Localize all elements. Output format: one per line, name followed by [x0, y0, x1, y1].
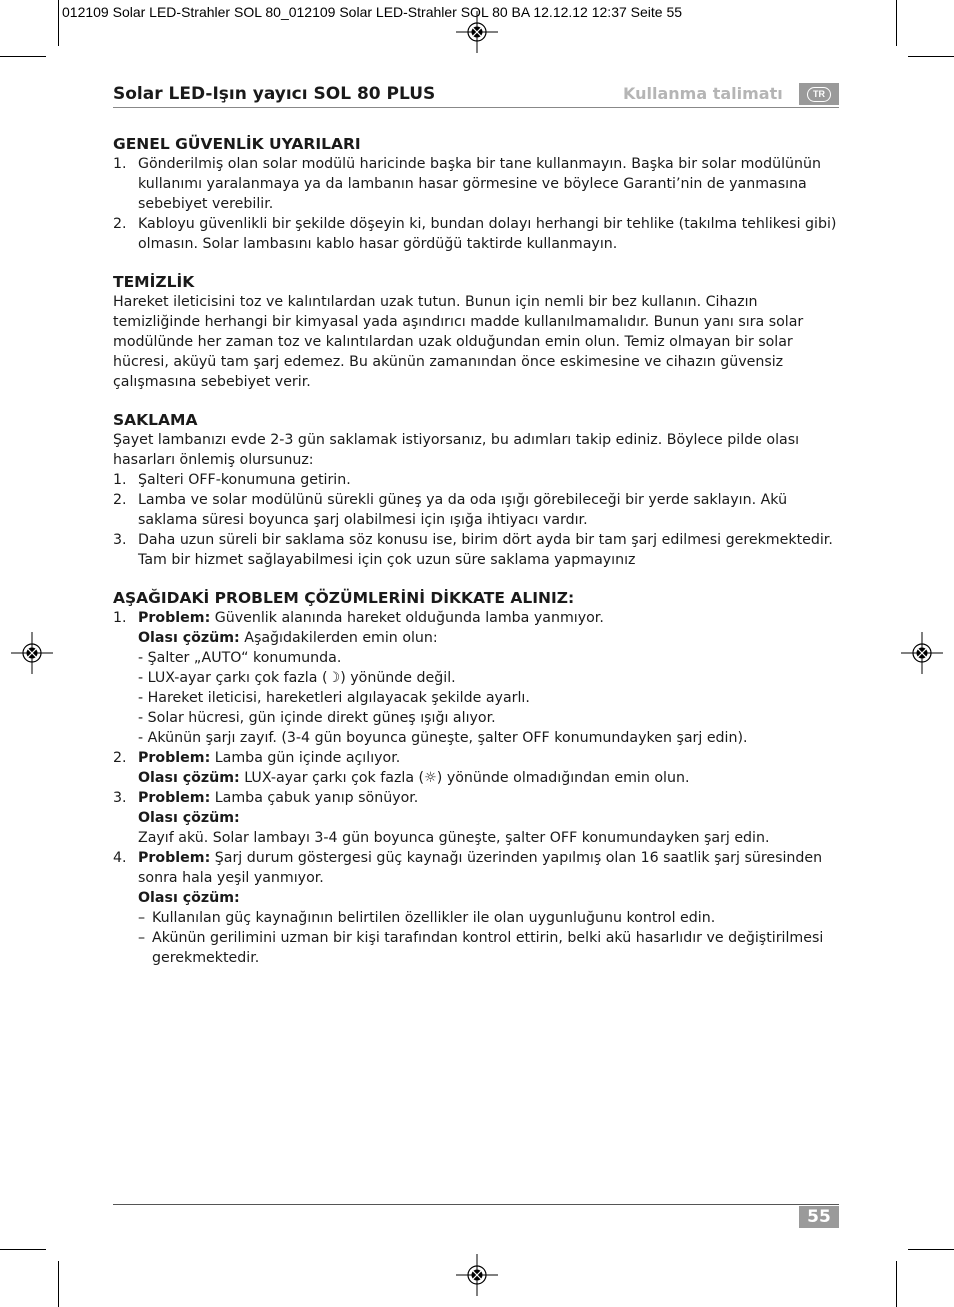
- main-content: [113, 134, 839, 968]
- crop-mark: [908, 1249, 954, 1250]
- dash-symbol: –: [138, 910, 146, 926]
- problem-item: [113, 608, 839, 648]
- list-number: 2.: [113, 216, 127, 232]
- paragraph: Hareket ileticisini toz ve kalıntılardan uzak tutun. Bunun için nemli bir bez kullanın. Cihazın temizliğinde herhangi bir kimyasal yada aşındırıcı madde kullanılmamalıdır. Bunun yanı sıra solar modülünde her zaman toz ve kalıntılardan uzak olduğundan emin olun. Temiz olmayan bir solar hücresi, aküyü tam şarj edemez. Bu akünün zamanından önce eskimesine ve cihazın güvensiz çalışmasına sebebiyet verir.: [113, 294, 804, 390]
- problem-label: Problem:: [138, 610, 211, 626]
- page-title: Solar LED-Işın yayıcı SOL 80 PLUS: [113, 84, 436, 104]
- list-item: [113, 490, 839, 530]
- solution-label: Olası çözüm:: [138, 890, 240, 906]
- crop-mark: [896, 0, 897, 46]
- dash-item: [113, 928, 839, 968]
- list-number: 1.: [113, 156, 127, 172]
- crop-mark: [908, 56, 954, 57]
- dash-item: [113, 908, 839, 928]
- list-number: 1.: [113, 472, 127, 488]
- list-text: Gönderilmiş olan solar modülü haricinde başka bir tane kullanmayın. Başka bir solar modülünün kullanımı yaralanmaya ya da lambanın hasar görmesine ve böylece Garanti’nin de yanmasına sebebiyet verebilir.: [138, 156, 822, 212]
- crop-mark: [0, 56, 46, 57]
- list-text: Kabloyu güvenlikli bir şekilde döşeyin ki, bundan dolayı herhangi bir tehlike (takılma tehlikesi gibi) olmasın. Solar lambasını kablo hasar gördüğü taktirde kullanmayın.: [138, 216, 837, 252]
- problem-item: [113, 848, 839, 908]
- page-number: 55: [799, 1206, 839, 1228]
- crop-mark: [58, 0, 59, 46]
- list-number: 1.: [113, 610, 127, 626]
- dash-text: Kullanılan güç kaynağının belirtilen özellikler ile olan uygunluğunu kontrol edin.: [152, 910, 716, 926]
- list-number: 3.: [113, 532, 127, 548]
- solution-label: Olası çözüm:: [138, 630, 240, 646]
- problem-label: Problem:: [138, 750, 211, 766]
- bullet-item: - Hareket ileticisi, hareketleri algılayacak şekilde ayarlı.: [138, 690, 530, 706]
- bullet-item: - Akünün şarjı zayıf. (3-4 gün boyunca güneşte, şalter OFF konumundayken şarj edin).: [138, 730, 748, 746]
- registration-mark-icon: [901, 632, 943, 674]
- header-divider: [113, 107, 839, 108]
- print-slug: 012109 Solar LED-Strahler SOL 80_012109 Solar LED-Strahler SOL 80 BA 12.12.12 12:37 Seite 55: [62, 4, 683, 20]
- section-label: Kullanma talimatı: [623, 84, 783, 103]
- crop-mark: [0, 1249, 46, 1250]
- problem-item: [113, 748, 839, 788]
- list-number: 4.: [113, 850, 127, 866]
- solution-text: Zayıf akü. Solar lambayı 3-4 gün boyunca güneşte, şalter OFF konumundayken şarj edin.: [138, 830, 770, 846]
- registration-mark-icon: [11, 632, 53, 674]
- solution-text: Aşağıdakilerden emin olun:: [244, 630, 438, 646]
- problem-label: Problem:: [138, 850, 211, 866]
- list-number: 2.: [113, 492, 127, 508]
- bullet-item: - Solar hücresi, gün içinde direkt güneş ışığı alıyor.: [138, 710, 496, 726]
- dash-symbol: –: [138, 930, 146, 946]
- heading-troubleshooting: AŞAĞIDAKİ PROBLEM ÇÖZÜMLERİNİ DİKKATE ALINIZ:: [113, 589, 575, 607]
- footer-divider: [113, 1204, 839, 1205]
- solution-label: Olası çözüm:: [138, 810, 240, 826]
- heading-cleaning: TEMİZLİK: [113, 273, 195, 291]
- solution-label: Olası çözüm:: [138, 770, 240, 786]
- bullet-item: - Şalter „AUTO“ konumunda.: [138, 650, 342, 666]
- crop-mark: [58, 1261, 59, 1307]
- bullet-item: - LUX-ayar çarkı çok fazla (☽) yönünde değil.: [138, 670, 456, 686]
- heading-safety: GENEL GÜVENLİK UYARILARI: [113, 135, 361, 153]
- list-text: Lamba ve solar modülünü sürekli güneş ya da oda ışığı görebileceği bir yerde saklayın. Akü saklama süresi boyunca şarj olabilmesi için ışığa ihtiyacı vardır.: [138, 492, 788, 528]
- registration-mark-icon: [456, 1254, 498, 1296]
- solution-text: LUX-ayar çarkı çok fazla (☼) yönünde olmadığından emin olun.: [244, 770, 690, 786]
- crop-mark: [896, 1261, 897, 1307]
- list-item: [113, 530, 839, 570]
- list-number: 3.: [113, 790, 127, 806]
- problem-text: Lamba gün içinde açılıyor.: [214, 750, 401, 766]
- list-item: [113, 154, 839, 214]
- list-text: Şalteri OFF-konumuna getirin.: [138, 472, 351, 488]
- problem-label: Problem:: [138, 790, 211, 806]
- list-text: Daha uzun süreli bir saklama söz konusu ise, birim dört ayda bir tam şarj edilmesi gerekmektedir. Tam bir hizmet sağlayabilmesi için çok uzun süre saklama yapmayınız: [138, 532, 833, 568]
- language-code: TR: [807, 87, 831, 102]
- problem-text: Şarj durum göstergesi güç kaynağı üzerinden yapılmış olan 16 saatlik şarj süresinden sonra hala yeşil yanmıyor.: [138, 850, 823, 886]
- list-item: [113, 214, 839, 254]
- heading-storage: SAKLAMA: [113, 411, 198, 429]
- list-number: 2.: [113, 750, 127, 766]
- problem-item: [113, 788, 839, 848]
- language-badge: [799, 83, 839, 105]
- list-item: [113, 470, 839, 490]
- dash-text: Akünün gerilimini uzman bir kişi tarafından kontrol ettirin, belki akü hasarlıdır ve değiştirilmesi gerekmektedir.: [152, 930, 824, 966]
- problem-text: Lamba çabuk yanıp sönüyor.: [214, 790, 419, 806]
- problem-text: Güvenlik alanında hareket olduğunda lamba yanmıyor.: [214, 610, 604, 626]
- paragraph: Şayet lambanızı evde 2-3 gün saklamak istiyorsanız, bu adımları takip ediniz. Böylece pilde olası hasarları önlemiş olursunuz:: [113, 432, 800, 468]
